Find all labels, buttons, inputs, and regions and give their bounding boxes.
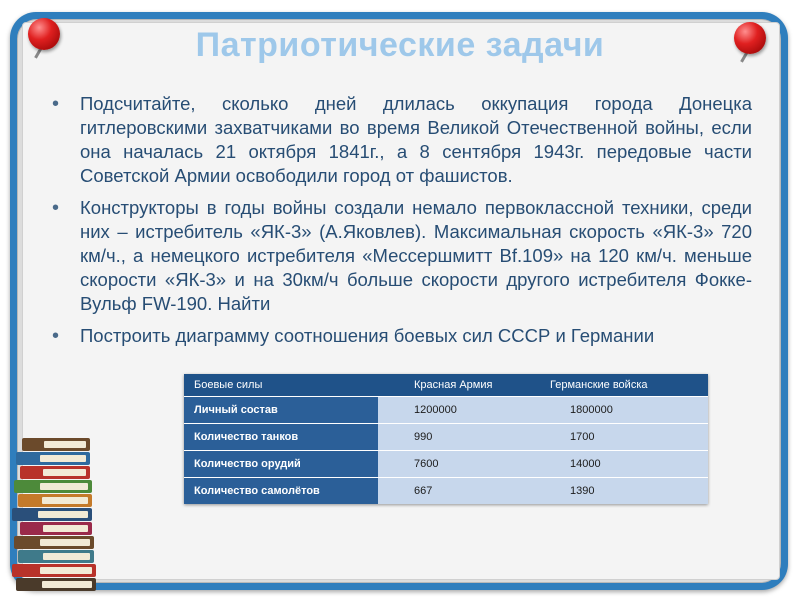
table-header-cell: Боевые силы xyxy=(184,374,378,397)
table-cell: 7600 xyxy=(378,451,530,478)
bullet-item: • Построить диаграмму соотношения боевых сил СССР и Германии xyxy=(52,324,752,348)
slide-title: Патриотические задачи xyxy=(195,26,605,64)
table-header-cell: Германские войска xyxy=(530,374,708,397)
table-cell: 1390 xyxy=(530,478,708,505)
bullet-list xyxy=(52,92,752,356)
table-cell-label: Количество самолётов xyxy=(184,478,378,505)
table-cell-label: Количество танков xyxy=(184,424,378,451)
book-stack-icon xyxy=(6,430,116,595)
table-cell: 1200000 xyxy=(378,397,530,424)
table-row xyxy=(184,451,708,478)
table-header-row xyxy=(184,374,708,397)
table-cell-label: Количество орудий xyxy=(184,451,378,478)
table-cell: 1800000 xyxy=(530,397,708,424)
bullet-item: • Конструкторы в годы войны создали немало первоклассной техники, среди них – истребитель «ЯК-3» (А.Яковлев). Максимальная скорость «ЯК-3» 720 км/ч., а немецкого истребителя «Мессершмитт Bf.109» на 120 км/ч. меньше скорости «ЯК-3» и на 30км/ч больше скорости другого истребителя Фокке-Вульф FW-190. Найти xyxy=(52,196,752,316)
forces-table xyxy=(184,374,708,504)
table-cell: 14000 xyxy=(530,451,708,478)
table-cell: 667 xyxy=(378,478,530,505)
table-row xyxy=(184,478,708,505)
table-cell: 990 xyxy=(378,424,530,451)
table-cell: 1700 xyxy=(530,424,708,451)
table-cell-label: Личный состав xyxy=(184,397,378,424)
table-row xyxy=(184,424,708,451)
table-row xyxy=(184,397,708,424)
bullet-item: • Подсчитайте, сколько дней длилась оккупация города Донецка гитлеровскими захватчиками во время Великой Отечественной войны, если она началась 21 октября 1841г., а 8 сентября 1943г. передовые части Советской Армии освободили город от фашистов. xyxy=(52,92,752,188)
table-header-cell: Красная Армия xyxy=(378,374,530,397)
